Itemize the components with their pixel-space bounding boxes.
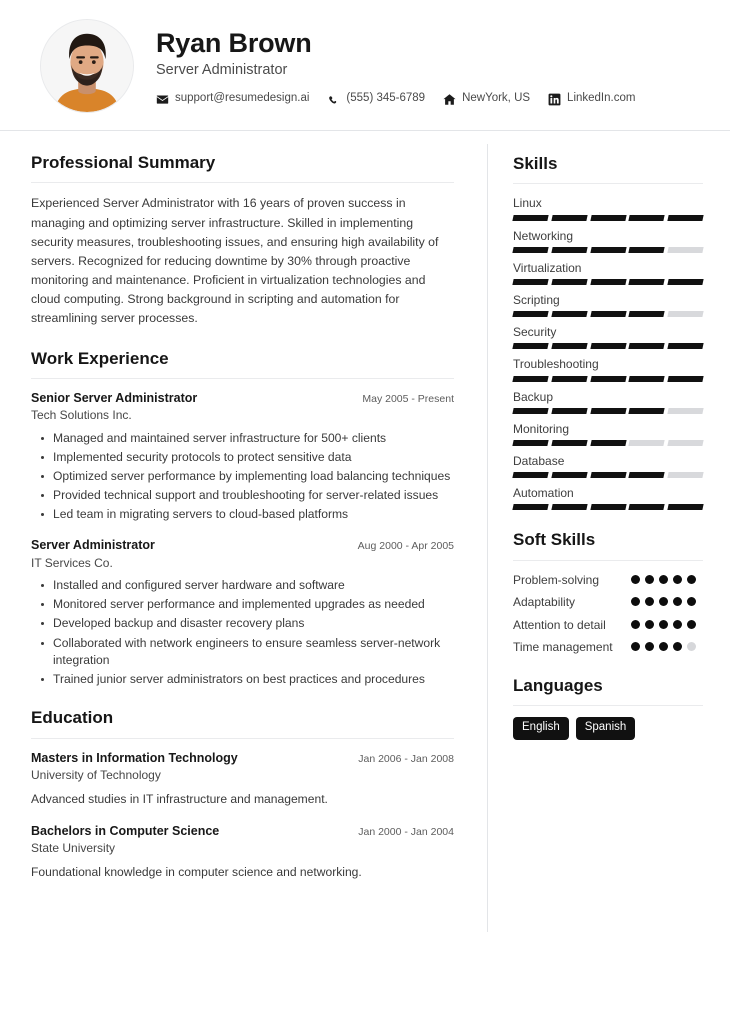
rating-dot bbox=[659, 575, 668, 584]
skill-bar-segment bbox=[512, 215, 548, 221]
section-rule bbox=[513, 705, 703, 706]
experience-bullet-list bbox=[31, 577, 454, 688]
experience-entry bbox=[31, 537, 454, 688]
soft-skill-rating-dots bbox=[631, 617, 703, 629]
section-rule bbox=[513, 183, 703, 184]
section-rule bbox=[31, 378, 454, 379]
soft-skill-rating-dots bbox=[631, 572, 703, 584]
skill-name: Database bbox=[513, 453, 565, 468]
section-rule bbox=[31, 738, 454, 739]
skill-level-bar bbox=[513, 472, 703, 478]
skill-bar-segment bbox=[629, 279, 665, 285]
skill-bar-segment bbox=[512, 376, 548, 382]
skill-name: Backup bbox=[513, 389, 554, 404]
section-professional-summary bbox=[31, 153, 454, 329]
skill-bar-segment bbox=[590, 247, 626, 253]
rating-dot bbox=[631, 620, 640, 629]
experience-role: Server Administrator bbox=[31, 538, 155, 553]
education-entry-header bbox=[31, 750, 454, 766]
skill-level-bar bbox=[513, 279, 703, 285]
soft-skill-row bbox=[513, 572, 703, 589]
soft-skill-row bbox=[513, 617, 703, 634]
section-soft-skills bbox=[513, 530, 703, 656]
contact-phone[interactable] bbox=[327, 93, 425, 106]
skill-bar-segment bbox=[668, 343, 704, 349]
soft-skill-name: Adaptability bbox=[513, 595, 576, 610]
skill-bar-segment bbox=[512, 279, 548, 285]
soft-skill-rating-dots bbox=[631, 594, 703, 606]
rating-dot bbox=[631, 642, 640, 651]
skill-bar-segment bbox=[551, 311, 587, 317]
section-title-skills: Skills bbox=[513, 154, 558, 173]
skill-bar-segment bbox=[629, 376, 665, 382]
rating-dot bbox=[645, 642, 654, 651]
rating-dot bbox=[631, 597, 640, 606]
skill-level-bar bbox=[513, 247, 703, 253]
skill-bar-segment bbox=[629, 215, 665, 221]
list-item: Optimized server performance by implementing load balancing techniques bbox=[53, 468, 454, 485]
rating-dot bbox=[673, 620, 682, 629]
soft-skill-row bbox=[513, 639, 703, 656]
skill-bar-segment bbox=[551, 376, 587, 382]
skill-bar-segment bbox=[668, 247, 704, 253]
soft-skill-row bbox=[513, 594, 703, 611]
skill-level-bar bbox=[513, 408, 703, 414]
skill-bar-segment bbox=[551, 343, 587, 349]
experience-entry bbox=[31, 390, 454, 524]
contact-linkedin-label: LinkedIn.com bbox=[567, 92, 636, 105]
section-education bbox=[31, 708, 454, 882]
section-title-experience: Work Experience bbox=[31, 348, 169, 368]
skill-bar-segment bbox=[551, 279, 587, 285]
skill-bar-segment bbox=[551, 247, 587, 253]
skill-bar-segment bbox=[590, 279, 626, 285]
skill-level-bar bbox=[513, 504, 703, 510]
skill-bar-segment bbox=[668, 472, 704, 478]
skill-bar-segment bbox=[629, 311, 665, 317]
section-skills bbox=[513, 154, 703, 510]
soft-skill-name: Time management bbox=[513, 640, 613, 655]
phone-icon bbox=[327, 93, 340, 106]
skill-bar-segment bbox=[512, 472, 548, 478]
skill-bar-segment bbox=[668, 279, 704, 285]
soft-skill-name: Attention to detail bbox=[513, 617, 606, 632]
skill-bar-segment bbox=[551, 504, 587, 510]
rating-dot bbox=[645, 620, 654, 629]
list-item: Managed and maintained server infrastructure for 500+ clients bbox=[53, 430, 454, 447]
skill-level-bar bbox=[513, 343, 703, 349]
skill-bar-segment bbox=[512, 247, 548, 253]
section-title-education: Education bbox=[31, 708, 114, 728]
skill-level-bar bbox=[513, 215, 703, 221]
skill-bar-segment bbox=[590, 472, 626, 478]
skill-bar-segment bbox=[590, 376, 626, 382]
section-rule bbox=[31, 182, 454, 183]
header-text-block bbox=[156, 26, 700, 105]
experience-dates: Aug 2000 - Apr 2005 bbox=[357, 540, 454, 553]
skill-name: Networking bbox=[513, 228, 574, 243]
contact-linkedin[interactable] bbox=[548, 93, 635, 106]
skill-bar-segment bbox=[629, 440, 665, 446]
skill-bar-segment bbox=[629, 408, 665, 414]
skill-bar-segment bbox=[512, 504, 548, 510]
resume-body bbox=[0, 131, 730, 1024]
skill-bar-segment bbox=[629, 343, 665, 349]
contact-location[interactable] bbox=[443, 93, 530, 106]
skill-bar-segment bbox=[512, 408, 548, 414]
list-item: Led team in migrating servers to cloud-based platforms bbox=[53, 506, 454, 523]
skill-name: Troubleshooting bbox=[513, 357, 599, 372]
skill-row bbox=[513, 356, 703, 381]
sidebar-column bbox=[488, 131, 730, 760]
skill-row bbox=[513, 453, 703, 478]
section-title-summary: Professional Summary bbox=[31, 153, 216, 172]
soft-skill-name: Problem-solving bbox=[513, 572, 600, 587]
list-item: Collaborated with network engineers to ensure seamless server-network integration bbox=[53, 635, 454, 669]
language-chip: Spanish bbox=[576, 717, 636, 740]
contact-email[interactable] bbox=[156, 93, 309, 106]
skill-bar-segment bbox=[668, 440, 704, 446]
rating-dot bbox=[687, 642, 696, 651]
skill-bar-segment bbox=[629, 472, 665, 478]
skill-row bbox=[513, 485, 703, 510]
summary-text: Experienced Server Administrator with 16 years of proven success in managing and optimizing server infrastructure. Skilled in implementing security measures, troubleshooting issues, and ensuring high availability of servers. Recognized for reducing downtime by 30% through proactive monitoring and maintenance. Proficient in virtualization technologies and cloud computing. Strong background in scripting and automation for streamlining server processes. bbox=[31, 196, 439, 326]
skill-name: Linux bbox=[513, 196, 542, 211]
skill-row bbox=[513, 228, 703, 253]
experience-company: IT Services Co. bbox=[31, 555, 113, 570]
section-rule bbox=[513, 560, 703, 561]
rating-dot bbox=[673, 642, 682, 651]
job-title: Server Administrator bbox=[156, 62, 288, 79]
list-item: Installed and configured server hardware and software bbox=[53, 577, 454, 594]
profile-photo-illustration bbox=[41, 20, 133, 112]
skill-bar-segment bbox=[551, 440, 587, 446]
experience-bullet-list bbox=[31, 430, 454, 524]
rating-dot bbox=[659, 597, 668, 606]
skill-bar-segment bbox=[629, 247, 665, 253]
rating-dot bbox=[631, 575, 640, 584]
page-title: Ryan Brown bbox=[156, 28, 312, 59]
section-work-experience bbox=[31, 349, 454, 689]
rating-dot bbox=[659, 620, 668, 629]
education-entry bbox=[31, 750, 454, 809]
contact-list bbox=[156, 93, 700, 106]
experience-company: Tech Solutions Inc. bbox=[31, 408, 132, 423]
rating-dot bbox=[645, 575, 654, 584]
avatar bbox=[40, 19, 134, 113]
skill-bar-segment bbox=[590, 408, 626, 414]
education-degree: Bachelors in Computer Science bbox=[31, 823, 220, 838]
rating-dot bbox=[673, 575, 682, 584]
education-description: Advanced studies in IT infrastructure and management. bbox=[31, 792, 328, 807]
envelope-icon bbox=[156, 93, 169, 106]
section-title-soft-skills: Soft Skills bbox=[513, 530, 596, 550]
list-item: Developed backup and disaster recovery plans bbox=[53, 615, 454, 632]
education-entry bbox=[31, 823, 454, 882]
soft-skills-list bbox=[513, 572, 703, 656]
skill-bar-segment bbox=[512, 343, 548, 349]
main-column bbox=[0, 131, 487, 902]
skill-row bbox=[513, 421, 703, 446]
list-item: Monitored server performance and implemented upgrades as needed bbox=[53, 596, 454, 613]
contact-phone-label: (555) 345-6789 bbox=[346, 92, 426, 105]
skill-bar-segment bbox=[668, 408, 704, 414]
skill-bar-segment bbox=[590, 504, 626, 510]
list-item: Trained junior server administrators on best practices and procedures bbox=[53, 671, 454, 688]
skill-name: Automation bbox=[513, 486, 574, 501]
skill-bar-segment bbox=[551, 408, 587, 414]
skill-row bbox=[513, 195, 703, 220]
rating-dot bbox=[687, 597, 696, 606]
skill-name: Virtualization bbox=[513, 260, 582, 275]
skill-bar-segment bbox=[551, 472, 587, 478]
skill-level-bar bbox=[513, 440, 703, 446]
list-item: Provided technical support and troubleshooting for server-related issues bbox=[53, 487, 454, 504]
resume-header bbox=[0, 0, 730, 131]
skill-row bbox=[513, 389, 703, 414]
rating-dot bbox=[659, 642, 668, 651]
skill-bar-segment bbox=[590, 311, 626, 317]
rating-dot bbox=[645, 597, 654, 606]
skill-bar-segment bbox=[668, 311, 704, 317]
skill-bar-segment bbox=[668, 376, 704, 382]
skill-bar-segment bbox=[512, 311, 548, 317]
skill-bar-segment bbox=[590, 440, 626, 446]
skill-bar-segment bbox=[668, 504, 704, 510]
education-dates: Jan 2006 - Jan 2008 bbox=[358, 752, 454, 765]
language-chip: English bbox=[513, 717, 569, 740]
rating-dot bbox=[687, 575, 696, 584]
skill-name: Monitoring bbox=[513, 421, 570, 436]
skill-row bbox=[513, 292, 703, 317]
experience-dates: May 2005 - Present bbox=[362, 392, 454, 405]
skill-bar-segment bbox=[668, 215, 704, 221]
language-chip-list bbox=[513, 717, 703, 740]
section-languages bbox=[513, 676, 703, 740]
rating-dot bbox=[687, 620, 696, 629]
skill-bar-segment bbox=[551, 215, 587, 221]
contact-location-label: NewYork, US bbox=[462, 92, 531, 105]
contact-email-label: support@resumedesign.ai bbox=[175, 92, 310, 105]
education-school: State University bbox=[31, 840, 116, 855]
skill-bar-segment bbox=[512, 440, 548, 446]
experience-entry-header bbox=[31, 537, 454, 553]
soft-skill-rating-dots bbox=[631, 639, 703, 651]
skill-row bbox=[513, 324, 703, 349]
education-degree: Masters in Information Technology bbox=[31, 750, 238, 765]
skill-bar-segment bbox=[590, 215, 626, 221]
education-entry-header bbox=[31, 823, 454, 839]
education-dates: Jan 2000 - Jan 2004 bbox=[358, 825, 454, 838]
list-item: Implemented security protocols to protect sensitive data bbox=[53, 449, 454, 466]
rating-dot bbox=[673, 597, 682, 606]
skill-level-bar bbox=[513, 311, 703, 317]
skill-bar-segment bbox=[590, 343, 626, 349]
skill-name: Scripting bbox=[513, 292, 560, 307]
education-school: University of Technology bbox=[31, 767, 161, 782]
skill-bar-segment bbox=[629, 504, 665, 510]
section-title-languages: Languages bbox=[513, 675, 603, 695]
skill-row bbox=[513, 260, 703, 285]
linkedin-icon bbox=[548, 93, 561, 106]
skill-name: Security bbox=[513, 325, 557, 340]
experience-role: Senior Server Administrator bbox=[31, 390, 198, 405]
experience-entry-header bbox=[31, 390, 454, 406]
home-icon bbox=[443, 93, 456, 106]
education-description: Foundational knowledge in computer science and networking. bbox=[31, 865, 362, 880]
skill-level-bar bbox=[513, 376, 703, 382]
skills-list bbox=[513, 195, 703, 510]
